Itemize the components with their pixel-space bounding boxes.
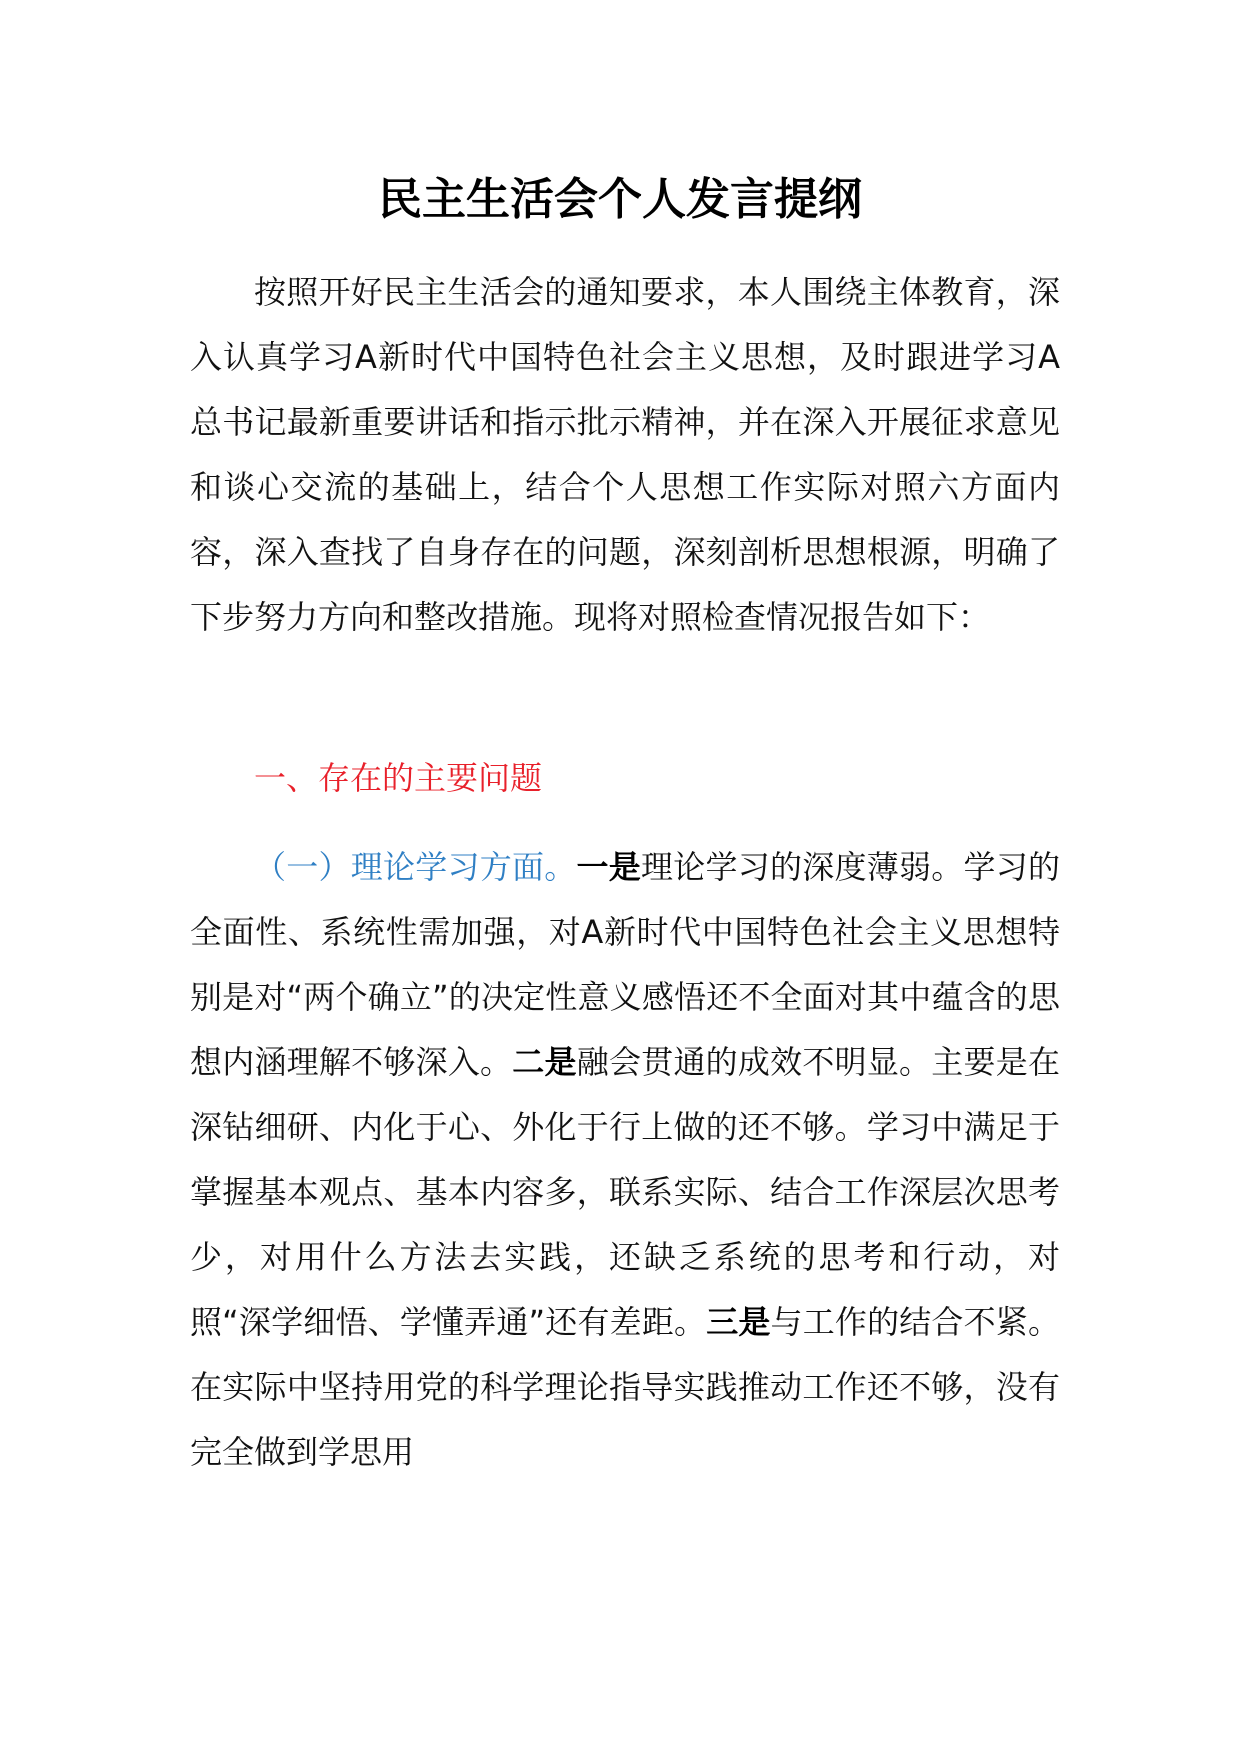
point-1-label: 一是 [576, 848, 641, 886]
point-3-text: 与工作的结合不紧。在实际中坚持用党的科学理论指导实践推动工作还不够，没有完全做到学思用 [190, 1303, 1060, 1471]
point-1-text: 理论学习的深度薄弱。学习的全面性、系统性需加强，对A新时代中国特色社会主义思想特别是对“两个确立”的决定性意义感悟还不全面对其中蕴含的思想内涵理解不够深入。 [190, 848, 1060, 1081]
point-2-label: 二是 [512, 1043, 577, 1081]
point-3-label: 三是 [706, 1303, 771, 1341]
section-heading: 一、存在的主要问题 [254, 759, 543, 797]
theory-study-paragraph [190, 835, 1060, 1485]
subsection-heading: （一）理论学习方面。 [254, 848, 577, 886]
intro-paragraph: 按照开好民主生活会的通知要求，本人围绕主体教育，深入认真学习A新时代中国特色社会主义思想，及时跟进学习A总书记最新重要讲话和指示批示精神，并在深入开展征求意见和谈心交流的基础上，结合个人思想工作实际对照六方面内容，深入查找了自身存在的问题，深刻剖析思想根源，明确了下步努力方向和整改措施。现将对照检查情况报告如下： [190, 273, 1060, 636]
point-2-text: 融会贯通的成效不明显。主要是在深钻细研、内化于心、外化于行上做的还不够。学习中满足于掌握基本观点、基本内容多，联系实际、结合工作深层次思考少，对用什么方法去实践，还缺乏系统的思考和行动，对照“深学细悟、学懂弄通”还有差距。 [190, 1043, 1060, 1341]
document-title: 民主生活会个人发言提纲 [378, 174, 862, 225]
